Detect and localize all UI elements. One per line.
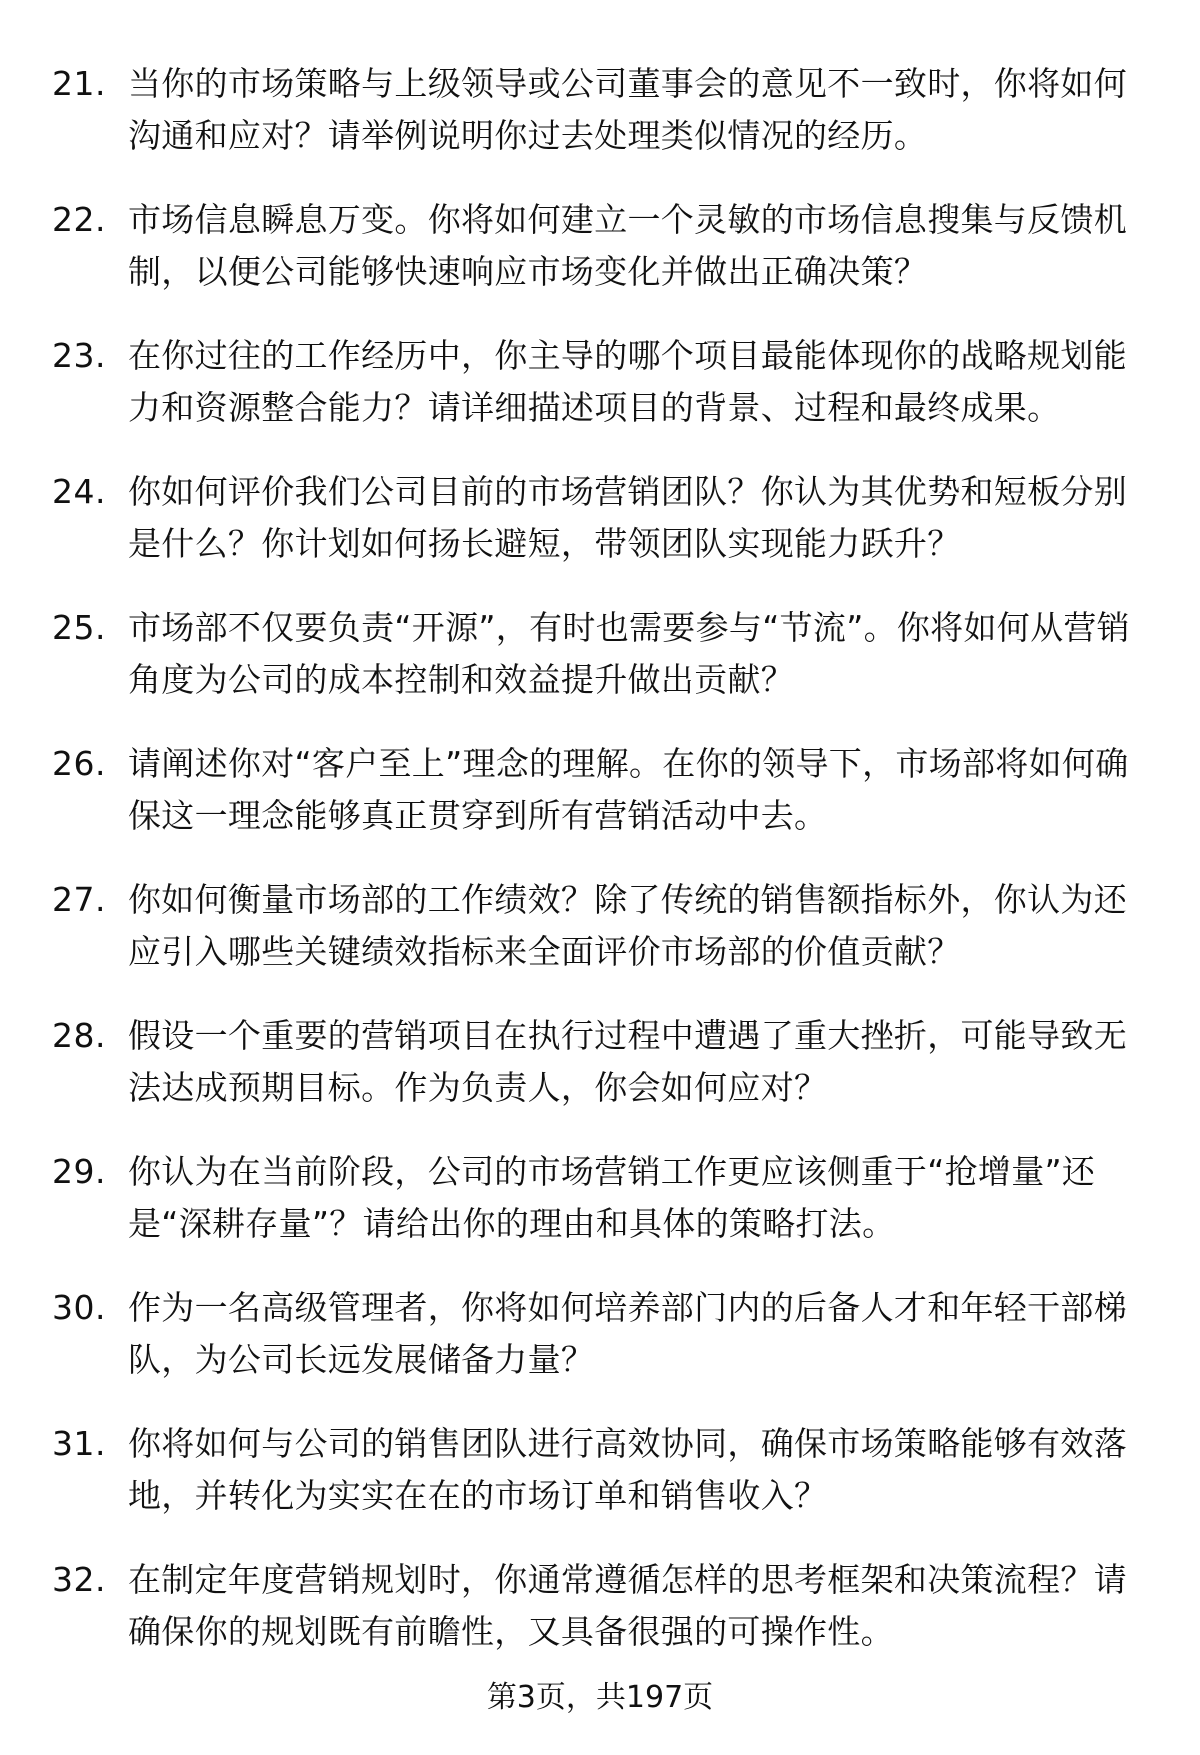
question-number: 32. — [52, 1560, 106, 1599]
question-text: 请阐述你对“客户至上”理念的理解。在你的领导下，市场部将如何确保这一理念能够真正贯穿到所有营销活动中去。 — [128, 744, 1129, 835]
question-number: 24. — [52, 472, 106, 511]
question-text: 市场信息瞬息万变。你将如何建立一个灵敏的市场信息搜集与反馈机制，以便公司能够快速响应市场变化并做出正确决策？ — [128, 200, 1127, 291]
question-number: 23. — [52, 336, 106, 375]
question-item — [52, 330, 1152, 434]
question-item — [52, 738, 1152, 842]
question-number: 27. — [52, 880, 106, 919]
page-footer: 第3页，共197页 — [486, 1680, 714, 1715]
question-text: 你认为在当前阶段，公司的市场营销工作更应该侧重于“抢增量”还是“深耕存量”？请给出你的理由和具体的策略打法。 — [128, 1152, 1096, 1243]
question-text: 假设一个重要的营销项目在执行过程中遭遇了重大挫折，可能导致无法达成预期目标。作为负责人，你会如何应对？ — [128, 1016, 1127, 1107]
question-number: 28. — [52, 1016, 106, 1055]
question-text: 作为一名高级管理者，你将如何培养部门内的后备人才和年轻干部梯队，为公司长远发展储备力量？ — [128, 1288, 1127, 1379]
question-item — [52, 1554, 1152, 1658]
question-text: 你如何衡量市场部的工作绩效？除了传统的销售额指标外，你认为还应引入哪些关键绩效指标来全面评价市场部的价值贡献？ — [128, 880, 1127, 971]
question-item — [52, 1418, 1152, 1522]
question-item — [52, 1282, 1152, 1386]
question-number: 29. — [52, 1152, 106, 1191]
question-item — [52, 466, 1152, 570]
question-text: 在制定年度营销规划时，你通常遵循怎样的思考框架和决策流程？请确保你的规划既有前瞻性，又具备很强的可操作性。 — [128, 1560, 1127, 1651]
question-number: 31. — [52, 1424, 106, 1463]
question-text: 市场部不仅要负责“开源”，有时也需要参与“节流”。你将如何从营销角度为公司的成本控制和效益提升做出贡献？ — [128, 608, 1130, 699]
question-item — [52, 1010, 1152, 1114]
question-text: 当你的市场策略与上级领导或公司董事会的意见不一致时，你将如何沟通和应对？请举例说明你过去处理类似情况的经历。 — [128, 64, 1127, 155]
question-number: 26. — [52, 744, 106, 783]
question-list — [52, 58, 1152, 1690]
question-number: 25. — [52, 608, 106, 647]
question-item — [52, 194, 1152, 298]
question-item — [52, 874, 1152, 978]
question-text: 你如何评价我们公司目前的市场营销团队？你认为其优势和短板分别是什么？你计划如何扬长避短，带领团队实现能力跃升？ — [128, 472, 1127, 563]
question-number: 21. — [52, 64, 106, 103]
question-text: 你将如何与公司的销售团队进行高效协同，确保市场策略能够有效落地，并转化为实实在在的市场订单和销售收入？ — [128, 1424, 1127, 1515]
question-item — [52, 1146, 1152, 1250]
question-number: 22. — [52, 200, 106, 239]
question-item — [52, 602, 1152, 706]
question-item — [52, 58, 1152, 162]
question-number: 30. — [52, 1288, 106, 1327]
question-text: 在你过往的工作经历中，你主导的哪个项目最能体现你的战略规划能力和资源整合能力？请详细描述项目的背景、过程和最终成果。 — [128, 336, 1127, 427]
